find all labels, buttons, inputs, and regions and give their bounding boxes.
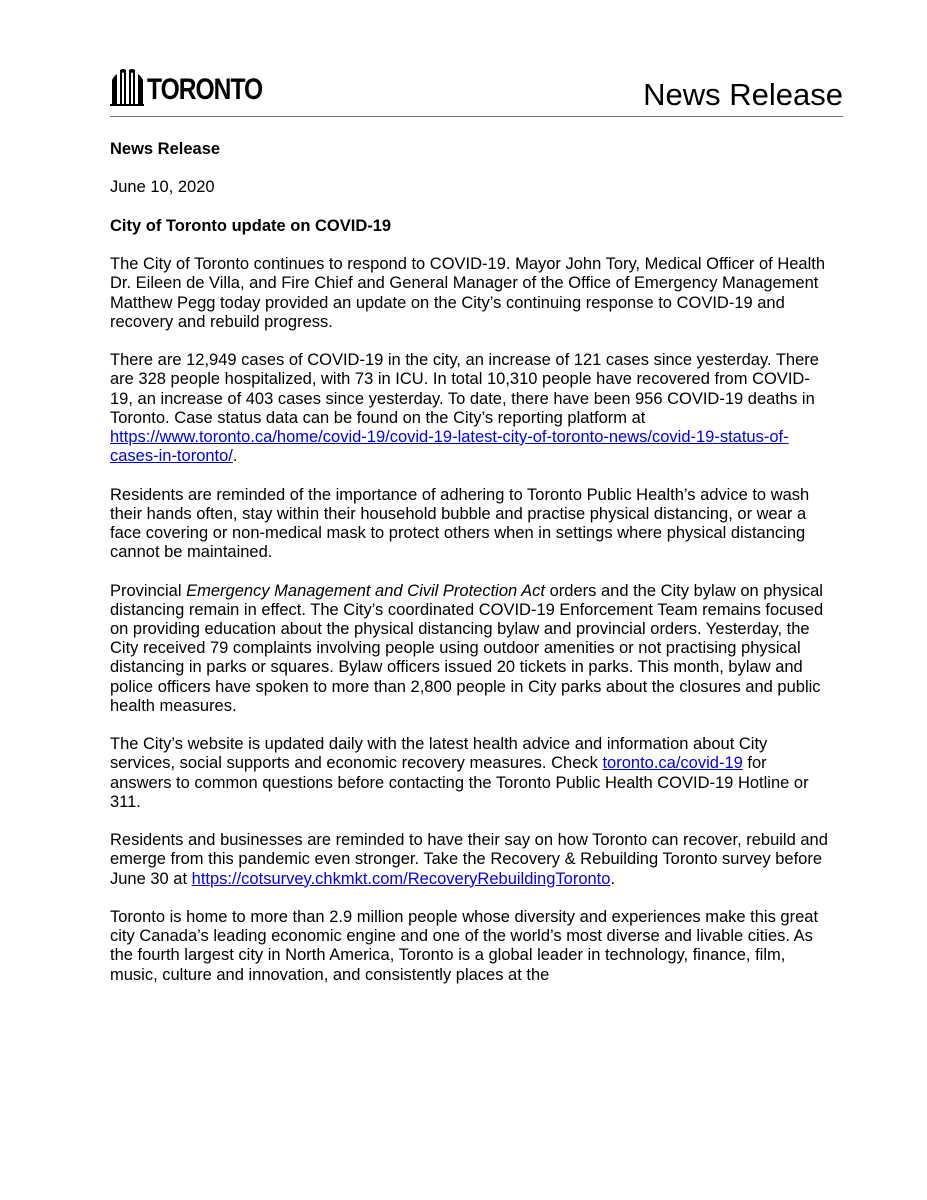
enforcement-rest: orders and the City bylaw on physical distancing remain in effect. The City’s coordinated COVID-19 Enforcement Team remains focused on providing education about the physical distancing bylaw and provincial orders. Yesterday, the City received 79 complaints involving people using outdoor amenities or not practising physical distancing in parks or squares. Bylaw officers issued 20 tickets in parks. This month, bylaw and police officers have spoken to more than 2,800 people in City parks about the closures and public health measures.: [110, 581, 824, 715]
paragraph-public-health: Residents are reminded of the importance of adhering to Toronto Public Health’s advice to wash their hands often, stay within their household bubble and practise physical distancing, or wear a face covering or non-medical mask to protect others when in settings where physical distancing cannot be maintained.: [110, 485, 810, 562]
release-date: June 10, 2020: [110, 178, 215, 197]
release-label: News Release: [110, 140, 221, 158]
paragraph-website: [110, 735, 830, 812]
paragraph-intro: The City of Toronto continues to respond to COVID-19. Mayor John Tory, Medical Officer of Health Dr. Eileen de Villa, and Fire Chief and General Manager of the Office of Emergency Management Matthew Pegg today provided an update on the City’s continuing response to COVID-19 and recovery and rebuild progress.: [110, 255, 826, 331]
enforcement-start: Provincial: [110, 581, 187, 600]
website-rest: for answers to common questions before contacting the Toronto Public Health COVID-19 Hotline or 311.: [110, 754, 809, 811]
logo-wordmark: TORONTO: [147, 73, 263, 106]
paragraph-about-toronto: Toronto is home to more than 2.9 million people whose diversity and experiences make this great city Canada’s leading economic engine and one of the world’s most diverse and livable cities. As the fourth largest city in North America, Toronto is a global leader in technology, finance, film, music, culture and innovation, and consistently places at the: [110, 907, 819, 984]
letterhead: [110, 64, 843, 117]
city-hall-icon: [110, 68, 144, 106]
case-stats-end: .: [232, 447, 238, 466]
case-status-link[interactable]: https://www.toronto.ca/home/covid-19/covid-19-latest-city-of-toronto-news/covid-19-status-of-cases-in-toronto/: [110, 427, 789, 466]
header-title: News Release: [643, 77, 843, 112]
toronto-logo: [110, 64, 288, 106]
release-body: [110, 140, 830, 1004]
act-name: Emergency Management and Civil Protection Act: [186, 581, 546, 600]
survey-end: .: [610, 869, 616, 888]
paragraph-enforcement: [110, 582, 830, 716]
website-start: The City’s website is updated daily with the latest health advice and information about City services, social supports and economic recovery measures. Check: [110, 735, 768, 773]
paragraph-case-stats: [110, 351, 830, 466]
headline: City of Toronto update on COVID-19: [110, 216, 392, 235]
covid-info-link[interactable]: toronto.ca/covid-19: [602, 754, 743, 773]
paragraph-survey: [110, 831, 830, 889]
survey-link[interactable]: https://cotsurvey.chkmkt.com/RecoveryRebuildingToronto: [191, 869, 611, 888]
case-stats-text: There are 12,949 cases of COVID-19 in the city, an increase of 121 cases since yesterday. There are 328 people hospitalized, with 73 in ICU. In total 10,310 people have recovered from COVID-19, an increase of 403 cases since yesterday. To date, there have been 956 COVID-19 deaths in Toronto. Case status data can be found on the City’s reporting platform at: [110, 351, 819, 427]
survey-start: Residents and businesses are reminded to have their say on how Toronto can recover, rebuild and emerge from this pandemic even stronger. Take the Recovery & Rebuilding Toronto survey before June 30 at: [110, 831, 828, 888]
